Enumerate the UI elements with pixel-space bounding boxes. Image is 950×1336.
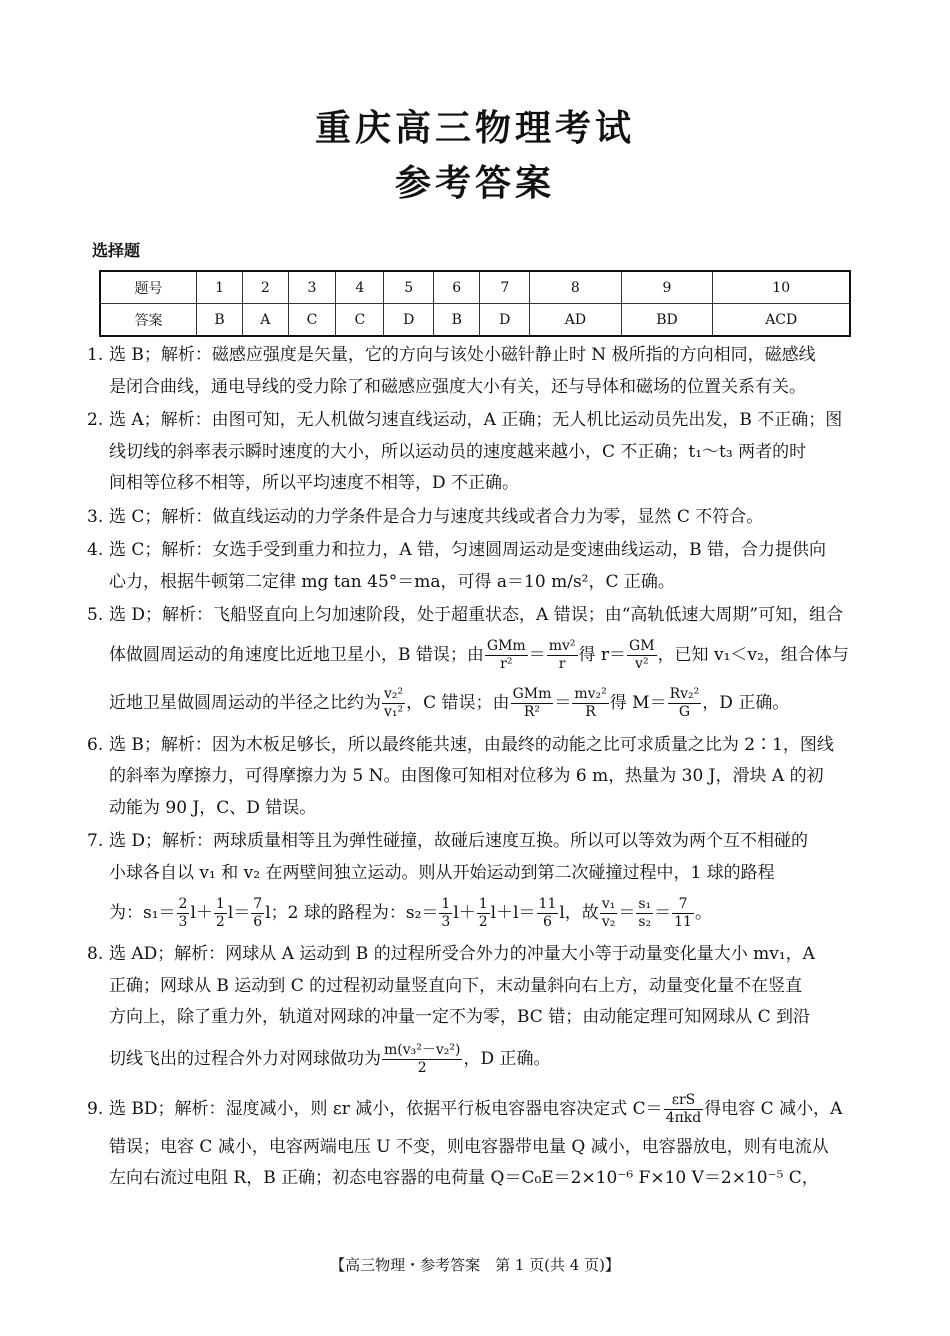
numerator: 1: [441, 896, 451, 913]
fraction: [485, 638, 528, 673]
numerator: 1: [478, 896, 488, 913]
item-text: 动能为 90 J，C、D 错误。: [109, 797, 317, 818]
numerator: 7: [672, 896, 694, 914]
denominator: 11: [674, 914, 692, 930]
fraction: [664, 1092, 704, 1127]
item-text: 选 C；解析：女选手受到重力和拉力，A 错，匀速圆周运动是变速曲线运动，B 错，合力提供向: [109, 540, 826, 560]
item-text: 错误；电容 C 减小，电容两端电压 U 不变，则电容器带电量 Q 减小，电容器放电，则有电流从: [109, 1136, 829, 1157]
denominator: 6: [543, 914, 552, 930]
numerator: 11: [538, 896, 557, 913]
denominator: 2: [215, 914, 225, 930]
item-text: 选 D；解析：飞船竖直向上匀加速阶段，处于超重状态，A 错误；由“高轨低速大周期”可知，组合: [109, 605, 844, 625]
page-subtitle: 参考答案: [394, 163, 555, 204]
numerator: GMm: [512, 685, 552, 702]
denominator: 2: [478, 914, 488, 930]
denominator: R²: [523, 703, 541, 720]
answer-cell: B: [434, 304, 480, 337]
answer-cell: D: [384, 304, 434, 337]
item-text: 选 B；解析：磁感应强度是矢量，它的方向与该处小磁针静止时 N 极所指的方向相同，磁感线: [109, 345, 816, 365]
item-text: [109, 632, 865, 678]
item-text: 的斜率为摩擦力，可得摩擦力为 5 N。由图像可知相对位移为 6 m，热量为 30 J，滑块 A 的初: [109, 766, 824, 786]
denominator: 3: [178, 914, 188, 930]
denominator: s₂: [638, 914, 652, 930]
item-text: 为：s₁＝ $\frac{2}{3}$ l＋ $\frac{1}{2}$ l＝ $\frac{7}{6}$ l；2 球的路程为：s₂＝ $\frac{1}{3}$ l＋ $\frac{1}{2}$ l＋l＝ $\frac{11}{6}$ l，故 $\frac{\text{v₁}}{\text{v₂}}$ ＝ $\frac{\text{s₁}}{\text{s₂}}$ ＝ $\frac{7}{11}$ 。: [109, 896, 712, 930]
item-text: [109, 1034, 865, 1084]
numerator: GM: [629, 637, 655, 654]
denominator: v₂: [601, 914, 616, 930]
text-run: 得电容 C 减小，A: [704, 1098, 843, 1119]
fraction: [177, 896, 190, 931]
item-text: 正确；网球从 B 运动到 C 的过程初动量竖直向下，末动量斜向右上方，动量变化量不在竖直: [109, 975, 803, 996]
text-run: 切线飞出的过程合外力对网球做功为: [109, 1048, 381, 1069]
item-text: [109, 1086, 865, 1132]
denominator: r: [558, 655, 566, 672]
item-text: 选 D；解析：两球质量相等且为弹性碰撞，故碰后速度互换。所以可以等效为两个互不相碰的: [109, 831, 809, 851]
explanation-item-7: [87, 826, 865, 937]
denominator: 3: [441, 914, 451, 930]
table-row: [100, 271, 850, 304]
explanation-item-6: [87, 730, 865, 825]
question-number: 3: [288, 271, 336, 304]
question-number: 1: [197, 271, 243, 304]
question-number: 7: [480, 271, 530, 304]
question-number: 4: [336, 271, 384, 304]
table-row: [100, 304, 850, 337]
text-run: 为：s₁＝: [109, 903, 176, 923]
denominator: R: [585, 703, 596, 720]
page-footer: 【高三物理・参考答案 第 1 页(共 4 页)】: [330, 1256, 620, 1274]
fraction: [668, 686, 702, 721]
item-text: 方向上，除了重力外，轨道对网球的冲量一定不为零，BC 错；由动能定理可知网球从 C 到沿: [109, 1007, 811, 1027]
item-text: 选 A；解析：由图可知，无人机做匀速直线运动，A 正确；无人机比运动员先出发，B 不正确；图: [109, 410, 843, 430]
explanation-item-3: [87, 502, 865, 534]
fraction: [214, 896, 227, 931]
row-label-question: 题号: [100, 271, 197, 304]
numerator: 7: [253, 896, 263, 913]
fraction: [672, 896, 694, 931]
fraction: [382, 1042, 462, 1077]
item-number: 1.: [87, 345, 104, 365]
item-number: 9.: [87, 1098, 104, 1119]
fraction: [600, 896, 618, 931]
denominator: 2: [417, 1059, 427, 1076]
text-run: l＋l＝: [490, 903, 536, 923]
item-number: 4.: [87, 540, 104, 560]
item-text: 选 C；解析：做直线运动的力学条件是合力与速度共线或者合力为零，显然 C 不符合。: [109, 506, 764, 527]
numerator: s₁: [638, 896, 652, 913]
denominator: r²: [500, 655, 513, 672]
explanation-item-5: [87, 600, 865, 728]
answer-cell: C: [288, 304, 336, 337]
page-title: 重庆高三物理考试: [314, 108, 635, 149]
explanation-item-4: [87, 535, 865, 598]
answer-cell: BD: [621, 304, 713, 337]
item-text: 小球各自以 v₁ 和 v₂ 在两壁间独立运动。则从开始运动到第二次碰撞过程中，1 球的路程: [109, 862, 775, 883]
numerator: Rv₂²: [669, 685, 700, 702]
numerator: v₂²: [384, 685, 404, 702]
fraction: [627, 638, 657, 673]
fraction: [477, 896, 490, 931]
text-run: l＋: [190, 903, 213, 923]
fraction: [572, 686, 608, 721]
item-text: 左向右流过电阻 R，B 正确；初态电容器的电荷量 Q＝C₀E＝2×10⁻⁶ F×10 V＝2×10⁻⁵ C，: [109, 1168, 819, 1188]
item-number: 6.: [87, 734, 104, 755]
text-run: ，D 正确。: [702, 692, 790, 713]
answer-table: [99, 270, 851, 337]
question-number: 6: [434, 271, 480, 304]
text-run: ，已知 v₁＜v₂，组合体与: [657, 644, 849, 665]
fraction: [636, 896, 653, 931]
fraction: [382, 686, 405, 721]
denominator: v₁²: [384, 703, 404, 720]
numerator: 2: [178, 896, 188, 913]
text-run: l；2 球的路程为：s₂＝: [265, 903, 439, 923]
numerator: v₁: [601, 896, 616, 913]
item-text: 选 B；解析：因为木板足够长，所以最终能共速，由最终的动能之比可求质量之比为 2∶1，图线: [109, 734, 834, 755]
text-run: ＝: [528, 644, 546, 665]
fraction: [511, 686, 554, 721]
explanation-list: [87, 340, 865, 1197]
numerator: 1: [215, 896, 225, 913]
explanation-item-1: [87, 340, 865, 403]
fraction: [439, 896, 452, 931]
text-run: l＋: [453, 903, 476, 923]
item-number: 2.: [87, 410, 104, 430]
text-run: ＝: [554, 692, 572, 713]
answer-cell: C: [336, 304, 384, 337]
denominator: 6: [253, 914, 263, 930]
numerator: mv²: [548, 637, 576, 654]
text-run: 体做圆周运动的角速度比近地卫星小，B 错误；由: [109, 644, 484, 665]
question-number: 2: [243, 271, 288, 304]
explanation-item-9: [87, 1086, 865, 1195]
question-number: 5: [384, 271, 434, 304]
text-run: 得 M＝: [609, 692, 667, 713]
item-text: 选 AD；解析：网球从 A 运动到 B 的过程所受合外力的冲量大小等于动量变化量大小 mv₁，A: [109, 944, 815, 964]
question-number: 9: [621, 271, 713, 304]
text-run: 得 r＝: [578, 644, 627, 665]
explanation-item-8: [87, 939, 865, 1084]
item-number: 8.: [87, 944, 104, 964]
explanation-item-2: [87, 405, 865, 500]
item-number: 5.: [87, 605, 104, 625]
text-run: l，故: [559, 903, 599, 923]
denominator: v²: [635, 655, 649, 672]
text-run: 。: [694, 903, 712, 923]
fraction: [251, 896, 264, 931]
section-heading: 选择题: [92, 241, 141, 260]
row-label-answer: 答案: [100, 304, 197, 337]
denominator: G: [678, 703, 691, 720]
text-run: 近地卫星做圆周运动的半径之比约为: [109, 692, 381, 713]
text-run: 选 BD；解析：湿度减小，则 εr 减小，依据平行板电容器电容决定式 C＝: [109, 1098, 663, 1119]
answer-cell: A: [243, 304, 288, 337]
item-text: 间相等位移不相等，所以平均速度不相等，D 不正确。: [109, 473, 520, 493]
numerator: mv₂²: [574, 685, 607, 702]
text-run: ，C 错误；由: [406, 692, 510, 713]
numerator: εrS: [664, 1092, 704, 1110]
question-number: 8: [530, 271, 621, 304]
item-number: 3.: [87, 506, 104, 527]
item-text: 是闭合曲线，通电导线的受力除了和磁感应强度大小有关，还与导体和磁场的位置关系有关。: [109, 376, 806, 397]
question-number: 10: [713, 271, 850, 304]
text-run: ，D 正确。: [463, 1048, 551, 1069]
item-number: 7.: [87, 831, 104, 851]
item-text: 心力，根据牛顿第二定律 mg tan 45°＝ma，可得 a＝10 m/s²，C 正确。: [109, 571, 675, 592]
answer-cell: D: [480, 304, 530, 337]
numerator: m(v₃²－v₂²): [384, 1041, 461, 1058]
item-text: 线切线的斜率表示瞬时速度的大小，所以运动员的速度越来越小，C 不正确；t₁～t₃ 两者的时: [109, 441, 807, 462]
answer-cell: B: [197, 304, 243, 337]
fraction: [537, 896, 559, 931]
item-text: [109, 678, 865, 728]
fraction: [547, 638, 578, 673]
text-run: l＝: [227, 903, 251, 923]
denominator: 4πkd: [665, 1109, 702, 1126]
answer-cell: AD: [530, 304, 621, 337]
answer-cell: ACD: [713, 304, 850, 337]
numerator: GMm: [486, 637, 526, 654]
